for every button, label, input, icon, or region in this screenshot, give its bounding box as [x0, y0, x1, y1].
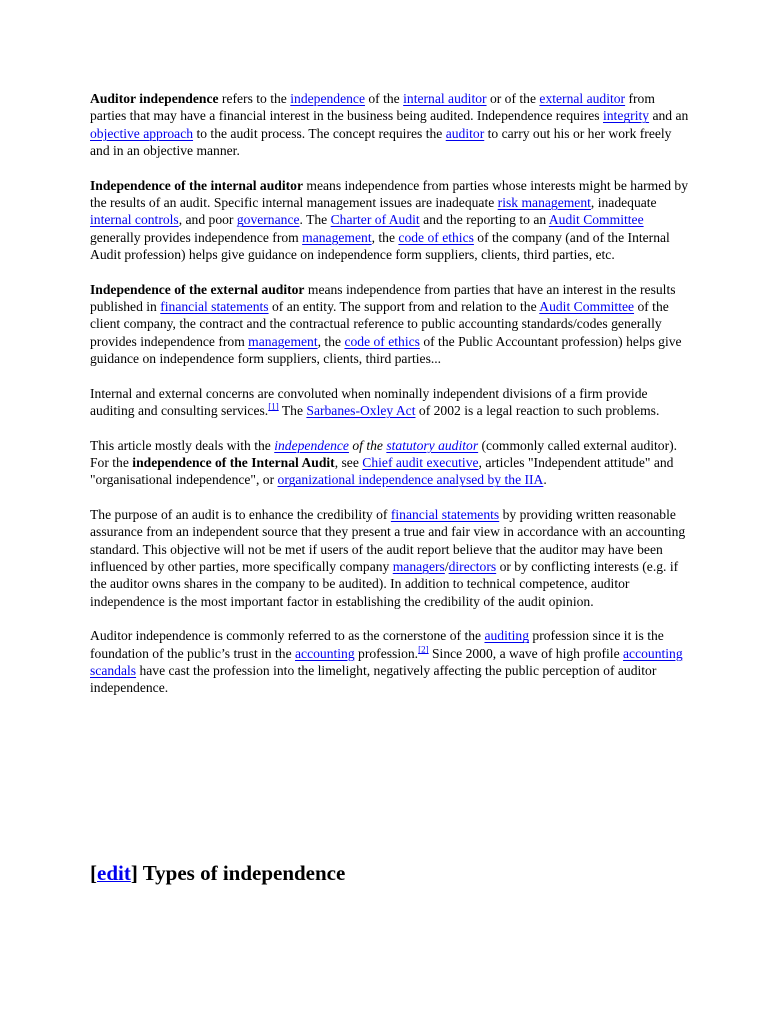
body-text: of an entity. The support from and relation to the — [268, 298, 540, 314]
body-text: by providing written reasonable assurance from an independent source that they present a true and fair view in accordance with an accounting standard. This objective will not be met if users of the audit report believe that the auditor may have been influenced by other parties, more specifically company — [90, 507, 686, 575]
bold-text: independence of the Internal Audit — [132, 455, 335, 471]
body-text: means independence from parties that have an interest in the results published in — [90, 281, 676, 314]
paragraph — [90, 437, 690, 489]
body-text: of the client company, the contract and the contractual reference to public accounting standards/codes generally provides independence from — [90, 298, 669, 349]
paragraph — [90, 90, 690, 159]
body-text: of 2002 is a legal reaction to such problems. — [415, 402, 660, 418]
directors-link[interactable]: directors — [448, 559, 497, 575]
paragraph — [90, 281, 690, 367]
body-text: , and poor — [178, 212, 237, 228]
body-text: , see — [334, 455, 363, 471]
body-text: to the audit process. The concept requires the — [193, 125, 446, 141]
managers-link[interactable]: managers — [392, 559, 445, 575]
footnote-1-link[interactable]: [1] — [268, 401, 279, 412]
body-text: have cast the profession into the limelight, negatively affecting the public perception of auditor independence. — [90, 663, 657, 696]
bold-text: Independence of the external auditor — [90, 281, 305, 297]
edit-link[interactable]: edit — [97, 861, 131, 885]
independence-link[interactable]: independence — [290, 91, 365, 106]
financial-statements-link[interactable]: financial statements — [160, 298, 269, 314]
paragraph — [90, 177, 690, 263]
body-text: or of the — [486, 91, 540, 106]
sarbanes-oxley-act-link[interactable]: Sarbanes-Oxley Act — [306, 402, 416, 418]
body-text: refers to the — [218, 91, 291, 106]
body-text: of the company (and of the Internal Audit profession) helps give guidance on independence form suppliers, clients, third parties, etc. — [90, 229, 670, 262]
body-text: / — [444, 559, 449, 575]
paragraph — [90, 506, 690, 610]
body-text: of the Public Accountant profession) helps give guidance on independence form suppliers, clients, third parties... — [90, 333, 682, 366]
body-text: or by conflicting interests (e.g. if the auditor owns shares in the company to be audited). In addition to technical competence, auditor independence is the most important factor in establishing the credibility of the audit opinion. — [90, 559, 679, 609]
body-text: Internal and external concerns are convoluted when nominally independent divisions of a firm provide auditing and consulting services. — [90, 385, 648, 418]
audit-committee-link[interactable]: Audit Committee — [548, 212, 644, 228]
paragraph — [90, 627, 690, 696]
body-text: The — [278, 402, 307, 418]
internal-auditor-link[interactable]: internal auditor — [403, 91, 487, 106]
body-text: and the reporting to an — [419, 212, 549, 228]
statutory-auditor-link[interactable]: statutory auditor — [386, 437, 479, 453]
body-text: , articles "Independent attitude" and "organisational independence", or — [90, 455, 674, 488]
auditor-link[interactable]: auditor — [445, 125, 485, 141]
body-text: profession. — [354, 645, 419, 661]
audit-committee-link[interactable]: Audit Committee — [539, 298, 635, 314]
internal-controls-link[interactable]: internal controls — [90, 212, 179, 228]
body-text: generally provides independence from — [90, 229, 303, 245]
independence-link[interactable]: independence — [274, 437, 349, 453]
article-body — [90, 90, 690, 697]
body-text: to carry out his or her work freely and in an objective manner. — [90, 125, 672, 158]
financial-statements-link[interactable]: financial statements — [390, 507, 500, 523]
objective-approach-link[interactable]: objective approach — [90, 125, 194, 141]
accounting-link[interactable]: accounting — [295, 645, 355, 661]
heading-close-bracket: ] — [130, 861, 138, 885]
body-text: . The — [299, 212, 331, 228]
code-of-ethics-link[interactable]: code of ethics — [344, 333, 420, 349]
body-text: Since 2000, a wave of high profile — [428, 645, 624, 661]
body-text: , the — [371, 229, 399, 245]
governance-link[interactable]: governance — [236, 212, 300, 228]
body-text: This article mostly deals with the — [90, 437, 275, 453]
body-text: , inadequate — [590, 194, 657, 210]
footnote-2-link[interactable]: [2] — [418, 644, 429, 655]
auditing-link[interactable]: auditing — [484, 628, 530, 644]
bold-text: Auditor independence — [90, 91, 219, 106]
body-text: , the — [317, 333, 345, 349]
management-link[interactable]: management — [248, 333, 318, 349]
organizational-independence-iia-link[interactable]: organizational independence analysed by the IIA — [277, 472, 544, 488]
body-text: from parties that may have a financial interest in the business being audited. Independence requires — [90, 91, 655, 124]
accounting-scandals-link[interactable]: accounting scandals — [90, 645, 683, 679]
bold-text: Independence of the internal auditor — [90, 177, 303, 193]
footnote-2-ref — [418, 644, 429, 654]
heading-title: Types of independence — [137, 861, 346, 885]
body-text: (commonly called external auditor). For the — [90, 437, 678, 471]
body-text: means independence from parties whose interests might be harmed by the results of an audit. Specific internal management issues are inadequate — [90, 177, 689, 210]
body-text: profession since it is the foundation of the public’s trust in the — [90, 628, 664, 661]
charter-of-audit-link[interactable]: Charter of Audit — [330, 212, 420, 228]
body-text: and an — [649, 108, 689, 124]
body-text: The purpose of an audit is to enhance the credibility of — [90, 507, 391, 523]
paragraph — [90, 385, 690, 420]
heading-open-bracket: [ — [90, 861, 97, 885]
section-heading-types-of-independence — [90, 858, 345, 888]
external-auditor-link[interactable]: external auditor — [539, 91, 626, 106]
body-text: of the — [364, 91, 404, 106]
footnote-1-ref — [268, 401, 279, 411]
chief-audit-executive-link[interactable]: Chief audit executive — [362, 455, 479, 471]
integrity-link[interactable]: integrity — [602, 108, 650, 124]
code-of-ethics-link[interactable]: code of ethics — [398, 229, 474, 245]
body-text: of the — [348, 437, 387, 453]
body-text: Auditor independence is commonly referred to as the cornerstone of the — [90, 628, 485, 644]
body-text: . — [543, 472, 547, 488]
risk-management-link[interactable]: risk management — [497, 194, 591, 210]
management-link[interactable]: management — [302, 229, 372, 245]
